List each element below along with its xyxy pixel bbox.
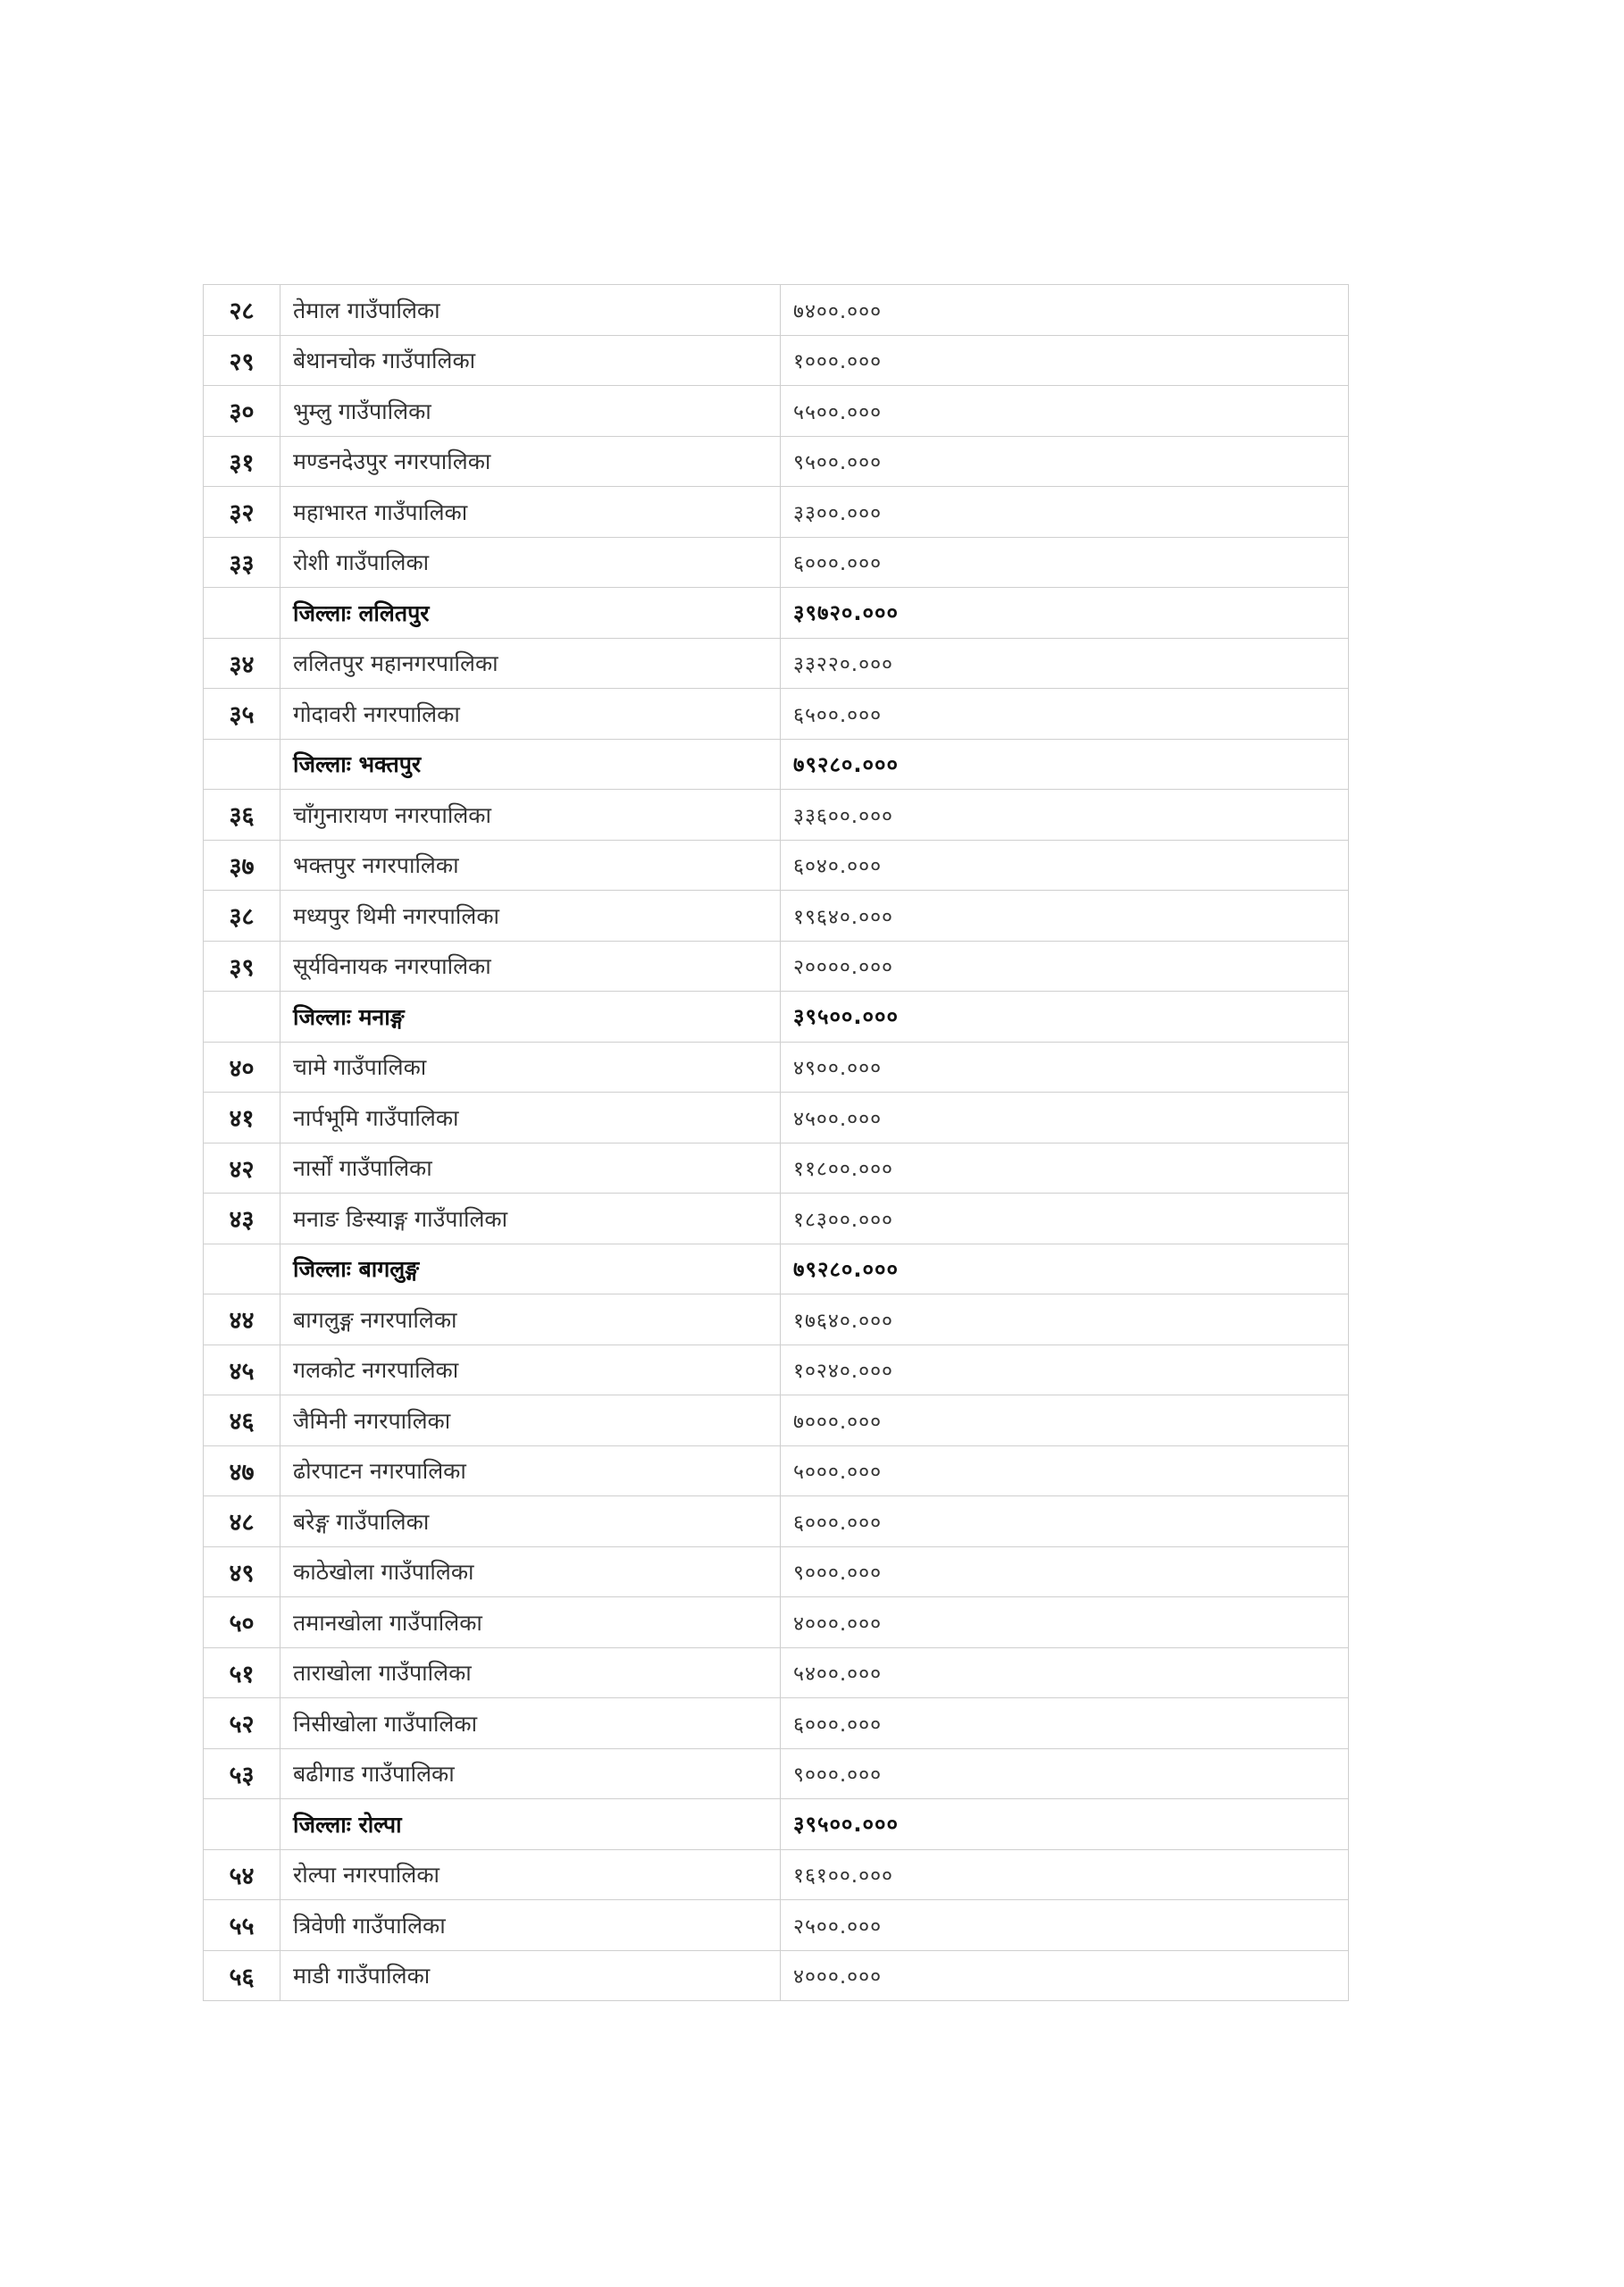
district-total-cell: ३९७२०.०००: [781, 588, 1349, 639]
serial-number-cell: ३१: [204, 436, 280, 487]
municipality-name-cell: त्रिवेणी गाउँपालिका: [280, 1900, 781, 1951]
municipality-name-cell: मध्यपुर थिमी नगरपालिका: [280, 891, 781, 942]
budget-table-body: [204, 285, 1349, 2001]
serial-number-cell: [204, 1799, 280, 1850]
table-row: [204, 537, 1349, 588]
table-row: [204, 1950, 1349, 2001]
serial-number-cell: ४१: [204, 1093, 280, 1144]
amount-cell: ५४००.०००: [781, 1647, 1349, 1698]
serial-number-cell: ५१: [204, 1647, 280, 1698]
municipality-name-cell: चाँगुनारायण नगरपालिका: [280, 790, 781, 841]
table-row: [204, 285, 1349, 336]
table-row: [204, 1042, 1349, 1093]
amount-cell: १९६४०.०००: [781, 891, 1349, 942]
serial-number-cell: २९: [204, 335, 280, 386]
municipality-name-cell: मनाङ ङिस्याङ्ग गाउँपालिका: [280, 1194, 781, 1244]
amount-cell: ५०००.०००: [781, 1445, 1349, 1496]
district-total-cell: ७९२८०.०००: [781, 1244, 1349, 1294]
amount-cell: ४५००.०००: [781, 1093, 1349, 1144]
serial-number-cell: ३८: [204, 891, 280, 942]
table-row: [204, 1748, 1349, 1799]
serial-number-cell: ३६: [204, 790, 280, 841]
municipality-name-cell: महाभारत गाउँपालिका: [280, 487, 781, 538]
municipality-name-cell: जैमिनी नगरपालिका: [280, 1395, 781, 1446]
table-row: [204, 840, 1349, 891]
table-row: [204, 1496, 1349, 1547]
municipality-name-cell: भुम्लु गाउँपालिका: [280, 386, 781, 437]
district-header-row: [204, 588, 1349, 639]
municipality-name-cell: ढोरपाटन नगरपालिका: [280, 1445, 781, 1496]
amount-cell: ६५००.०००: [781, 689, 1349, 740]
amount-cell: १०००.०००: [781, 335, 1349, 386]
table-row: [204, 1647, 1349, 1698]
municipality-name-cell: गोदावरी नगरपालिका: [280, 689, 781, 740]
serial-number-cell: ५२: [204, 1698, 280, 1749]
amount-cell: २५००.०००: [781, 1900, 1349, 1951]
budget-table: [203, 284, 1349, 2001]
table-row: [204, 1698, 1349, 1749]
amount-cell: ४०००.०००: [781, 1597, 1349, 1648]
amount-cell: ६०४०.०००: [781, 840, 1349, 891]
amount-cell: ६०००.०००: [781, 537, 1349, 588]
serial-number-cell: [204, 1244, 280, 1294]
serial-number-cell: [204, 588, 280, 639]
serial-number-cell: ४२: [204, 1143, 280, 1194]
serial-number-cell: ४५: [204, 1345, 280, 1395]
amount-cell: ७०००.०००: [781, 1395, 1349, 1446]
table-row: [204, 1345, 1349, 1395]
serial-number-cell: ३७: [204, 840, 280, 891]
district-name-cell: जिल्लाः रोल्पा: [280, 1799, 781, 1850]
table-row: [204, 1294, 1349, 1345]
district-header-row: [204, 1244, 1349, 1294]
amount-cell: १०२४०.०००: [781, 1345, 1349, 1395]
table-row: [204, 689, 1349, 740]
amount-cell: ५५००.०००: [781, 386, 1349, 437]
table-row: [204, 335, 1349, 386]
municipality-name-cell: निसीखोला गाउँपालिका: [280, 1698, 781, 1749]
serial-number-cell: [204, 992, 280, 1043]
amount-cell: ४९००.०००: [781, 1042, 1349, 1093]
serial-number-cell: ३४: [204, 638, 280, 689]
table-row: [204, 891, 1349, 942]
amount-cell: १८३००.०००: [781, 1194, 1349, 1244]
amount-cell: १६१००.०००: [781, 1849, 1349, 1900]
serial-number-cell: ३०: [204, 386, 280, 437]
district-header-row: [204, 992, 1349, 1043]
serial-number-cell: ४६: [204, 1395, 280, 1446]
table-row: [204, 386, 1349, 437]
table-row: [204, 1900, 1349, 1951]
table-row: [204, 1546, 1349, 1597]
amount-cell: ४०००.०००: [781, 1950, 1349, 2001]
serial-number-cell: ५३: [204, 1748, 280, 1799]
table-row: [204, 1194, 1349, 1244]
amount-cell: ३३२२०.०००: [781, 638, 1349, 689]
municipality-name-cell: बेथानचोक गाउँपालिका: [280, 335, 781, 386]
amount-cell: १७६४०.०००: [781, 1294, 1349, 1345]
municipality-name-cell: बरेङ्ग गाउँपालिका: [280, 1496, 781, 1547]
table-row: [204, 1597, 1349, 1648]
amount-cell: ९०००.०००: [781, 1748, 1349, 1799]
district-header-row: [204, 739, 1349, 790]
municipality-name-cell: ललितपुर महानगरपालिका: [280, 638, 781, 689]
municipality-name-cell: तेमाल गाउँपालिका: [280, 285, 781, 336]
table-row: [204, 487, 1349, 538]
amount-cell: ११८००.०००: [781, 1143, 1349, 1194]
municipality-name-cell: बागलुङ्ग नगरपालिका: [280, 1294, 781, 1345]
municipality-name-cell: सूर्यविनायक नगरपालिका: [280, 941, 781, 992]
table-row: [204, 1093, 1349, 1144]
amount-cell: ३३६००.०००: [781, 790, 1349, 841]
amount-cell: ६०००.०००: [781, 1698, 1349, 1749]
serial-number-cell: ५५: [204, 1900, 280, 1951]
table-row: [204, 1143, 1349, 1194]
serial-number-cell: ४९: [204, 1546, 280, 1597]
serial-number-cell: ५६: [204, 1950, 280, 2001]
district-name-cell: जिल्लाः भक्तपुर: [280, 739, 781, 790]
municipality-name-cell: बढीगाड गाउँपालिका: [280, 1748, 781, 1799]
amount-cell: ६०००.०००: [781, 1496, 1349, 1547]
table-row: [204, 1395, 1349, 1446]
district-total-cell: ३९५००.०००: [781, 1799, 1349, 1850]
district-total-cell: ७९२८०.०००: [781, 739, 1349, 790]
serial-number-cell: ३२: [204, 487, 280, 538]
serial-number-cell: ५४: [204, 1849, 280, 1900]
serial-number-cell: ५०: [204, 1597, 280, 1648]
district-total-cell: ३९५००.०००: [781, 992, 1349, 1043]
serial-number-cell: ४४: [204, 1294, 280, 1345]
district-name-cell: जिल्लाः बागलुङ्ग: [280, 1244, 781, 1294]
serial-number-cell: ४०: [204, 1042, 280, 1093]
serial-number-cell: ४३: [204, 1194, 280, 1244]
municipality-name-cell: रोशी गाउँपालिका: [280, 537, 781, 588]
amount-cell: ९०००.०००: [781, 1546, 1349, 1597]
municipality-name-cell: भक्तपुर नगरपालिका: [280, 840, 781, 891]
table-row: [204, 436, 1349, 487]
table-row: [204, 638, 1349, 689]
municipality-name-cell: तमानखोला गाउँपालिका: [280, 1597, 781, 1648]
municipality-name-cell: नार्सों गाउँपालिका: [280, 1143, 781, 1194]
table-row: [204, 1849, 1349, 1900]
serial-number-cell: ३५: [204, 689, 280, 740]
municipality-name-cell: चामे गाउँपालिका: [280, 1042, 781, 1093]
amount-cell: ३३००.०००: [781, 487, 1349, 538]
municipality-name-cell: काठेखोला गाउँपालिका: [280, 1546, 781, 1597]
serial-number-cell: ३९: [204, 941, 280, 992]
district-name-cell: जिल्लाः मनाङ्ग: [280, 992, 781, 1043]
municipality-name-cell: मण्डनदेउपुर नगरपालिका: [280, 436, 781, 487]
municipality-name-cell: माडी गाउँपालिका: [280, 1950, 781, 2001]
serial-number-cell: २८: [204, 285, 280, 336]
district-header-row: [204, 1799, 1349, 1850]
amount-cell: ७४००.०००: [781, 285, 1349, 336]
amount-cell: ९५००.०००: [781, 436, 1349, 487]
table-row: [204, 941, 1349, 992]
municipality-name-cell: रोल्पा नगरपालिका: [280, 1849, 781, 1900]
district-name-cell: जिल्लाः ललितपुर: [280, 588, 781, 639]
serial-number-cell: ४७: [204, 1445, 280, 1496]
municipality-name-cell: गलकोट नगरपालिका: [280, 1345, 781, 1395]
amount-cell: २००००.०००: [781, 941, 1349, 992]
serial-number-cell: ३३: [204, 537, 280, 588]
municipality-name-cell: ताराखोला गाउँपालिका: [280, 1647, 781, 1698]
serial-number-cell: [204, 739, 280, 790]
municipality-name-cell: नार्पभूमि गाउँपालिका: [280, 1093, 781, 1144]
table-row: [204, 790, 1349, 841]
table-row: [204, 1445, 1349, 1496]
serial-number-cell: ४८: [204, 1496, 280, 1547]
